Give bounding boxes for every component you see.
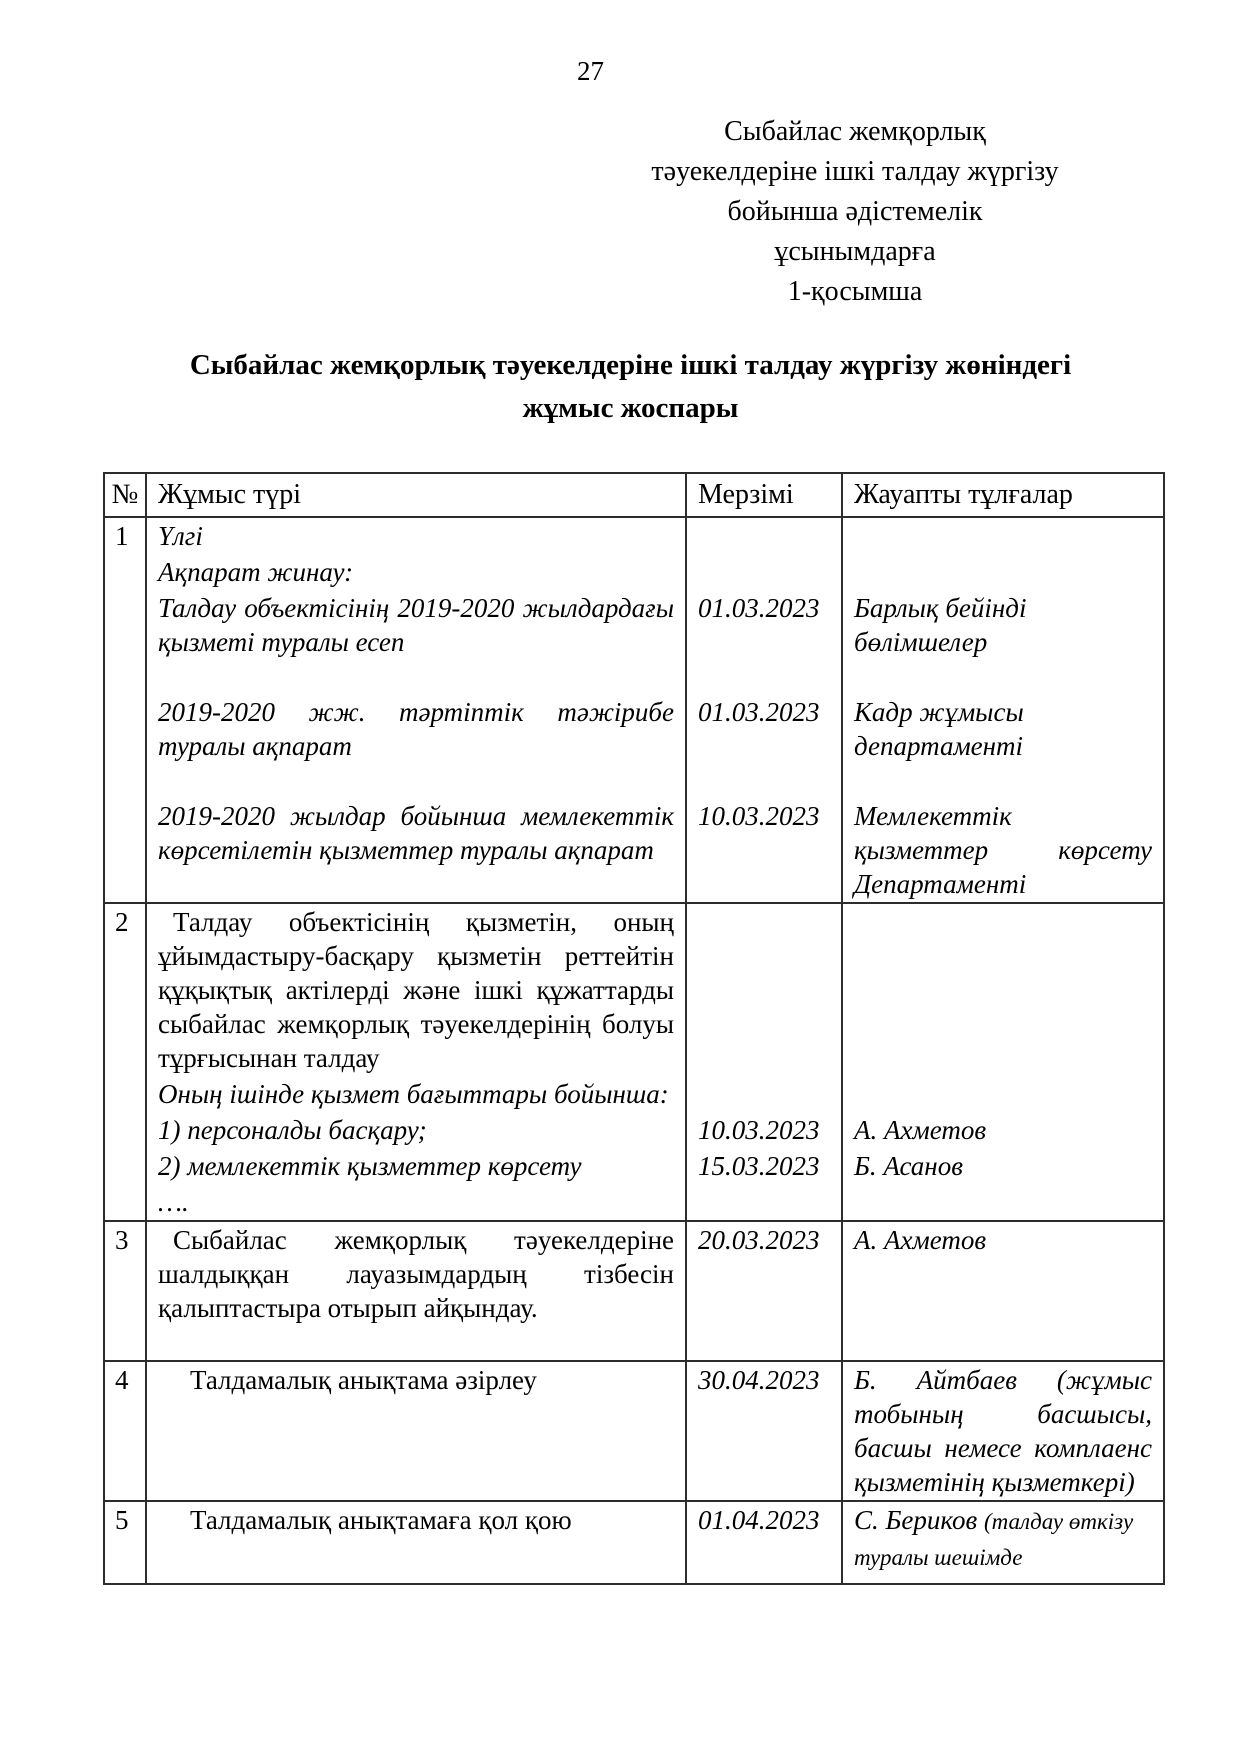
spacer-cell: [843, 904, 1163, 1076]
spacer-cell: [843, 1184, 1163, 1220]
document-title: Сыбайлас жемқорлық тәуекелдеріне ішкі талдау жүргізу жөніндегі жұмыс жоспары: [189, 349, 1072, 424]
spacer-cell: [843, 1076, 1163, 1112]
header-cell-number: №: [105, 474, 147, 516]
table-row: [105, 902, 1163, 1220]
term-cell: 01.04.2023: [687, 1502, 843, 1583]
work-type-cell: Талдамалық анықтамаға қол қою: [147, 1502, 687, 1583]
responsible-cell: Б. Айтбаев (жұмыс тобының басшысы, басшы немесе комплаенс қызметінің қызметкері): [854, 1365, 1152, 1497]
spacer-cell: [105, 1112, 147, 1148]
spacer-cell: [105, 590, 147, 660]
table-row: [105, 1360, 1163, 1500]
term-cell: 01.03.2023: [687, 590, 843, 660]
work-type-cell: Талдамалық анықтама әзірлеу: [147, 1362, 687, 1500]
ellipsis-line: ….: [147, 1184, 687, 1220]
spacer-cell: [687, 764, 843, 798]
work-type-label: Үлгі: [147, 518, 687, 554]
row-number: 1: [105, 518, 147, 554]
responsible-cell: Б. Асанов: [854, 1151, 963, 1181]
term-cell: 10.03.2023: [687, 1112, 843, 1148]
table-header-row: [105, 474, 1163, 516]
spacer-cell: [105, 554, 147, 590]
appendix-note-line: тәуекелдеріне ішкі талдау жүргізу: [651, 156, 1059, 187]
spacer-cell: [105, 694, 147, 764]
appendix-note-line: 1-қосымша: [787, 276, 923, 307]
responsible-cell: [843, 1502, 1163, 1583]
appendix-note-line: бойынша әдістемелік: [727, 196, 983, 227]
spacer-cell: [843, 764, 1163, 798]
responsible-cell: А. Ахметов: [854, 1225, 987, 1255]
work-type-cell: Талдау объектісінің 2019-2020 жылдардағы қызметі туралы есеп: [147, 590, 687, 660]
spacer-cell: [105, 764, 147, 798]
work-type-cell: 2) мемлекеттік қызметтер көрсету: [147, 1148, 687, 1184]
header-cell-term: Мерзімі: [687, 474, 843, 516]
term-cell: 20.03.2023: [687, 1222, 843, 1326]
table-row: [105, 1500, 1163, 1583]
spacer-cell: [147, 660, 687, 694]
spacer-cell: [147, 764, 687, 798]
spacer-cell: [687, 1184, 843, 1220]
work-type-subheading: Оның ішінде қызмет бағыттары бойынша:: [147, 1076, 687, 1112]
work-type-cell: Талдау объектісінің қызметін, оның ұйымдастыру-басқару қызметін реттейтін құқықтық актілерді және ішкі құжаттарды сыбайлас жемқорлық тәуекелдерінің болуы тұрғысынан талдау: [147, 904, 687, 1076]
spacer-cell: [687, 1076, 843, 1112]
spacer-cell: [687, 518, 843, 554]
term-cell: 15.03.2023: [687, 1148, 843, 1184]
appendix-note: [625, 112, 1085, 312]
spacer-cell: [105, 1076, 147, 1112]
row-number: 4: [105, 1362, 147, 1500]
row-number: 2: [105, 904, 147, 1076]
appendix-note-line: Сыбайлас жемқорлық: [724, 116, 986, 147]
spacer-cell: [687, 554, 843, 590]
work-type-cell: Сыбайлас жемқорлық тәуекелдеріне шалдыққан лауазымдардың тізбесін қалыптастыра отырып айқындау.: [147, 1222, 687, 1326]
work-plan-table: [103, 472, 1165, 1585]
header-cell-work-type: Жұмыс түрі: [147, 474, 687, 516]
appendix-note-line: ұсынымдарға: [774, 236, 936, 267]
spacer-cell: [147, 1326, 687, 1360]
spacer-cell: [105, 798, 147, 902]
header-cell-responsible: Жауапты тұлғалар: [854, 479, 1073, 510]
spacer-cell: [843, 1326, 1163, 1360]
term-cell: 30.04.2023: [687, 1362, 843, 1500]
work-type-sublabel: Ақпарат жинау:: [147, 554, 687, 590]
responsible-note: (талдау өткізу туралы шешімде: [854, 1509, 1134, 1570]
responsible-name: С. Бериков: [854, 1505, 978, 1535]
table-row: [105, 1220, 1163, 1360]
spacer-cell: [687, 1326, 843, 1360]
term-cell: 10.03.2023: [687, 798, 843, 902]
responsible-cell: Мемлекеттік қызметтер көрсету Департаменті: [854, 801, 1152, 899]
spacer-cell: [105, 1326, 147, 1360]
spacer-cell: [843, 518, 1163, 554]
responsible-cell: Барлық бейінді бөлімшелер: [854, 593, 1027, 657]
table-row: [105, 516, 1163, 902]
work-type-cell: 2019-2020 жж. тәртіптік тәжірибе туралы ақпарат: [147, 694, 687, 764]
spacer-cell: [687, 660, 843, 694]
spacer-cell: [105, 1184, 147, 1220]
term-cell: 01.03.2023: [687, 694, 843, 764]
spacer-cell: [105, 1148, 147, 1184]
responsible-cell: А. Ахметов: [854, 1115, 987, 1145]
spacer-cell: [105, 660, 147, 694]
spacer-cell: [687, 904, 843, 1076]
work-type-cell: 2019-2020 жылдар бойынша мемлекеттік көрсетілетін қызметтер туралы ақпарат: [147, 798, 687, 902]
row-number: 5: [105, 1502, 147, 1583]
page-number: 27: [577, 56, 604, 86]
row-number: 3: [105, 1222, 147, 1326]
work-type-cell: 1) персоналды басқару;: [147, 1112, 687, 1148]
spacer-cell: [843, 660, 1163, 694]
responsible-cell: Кадр жұмысы департаменті: [854, 697, 1024, 761]
spacer-cell: [843, 554, 1163, 590]
